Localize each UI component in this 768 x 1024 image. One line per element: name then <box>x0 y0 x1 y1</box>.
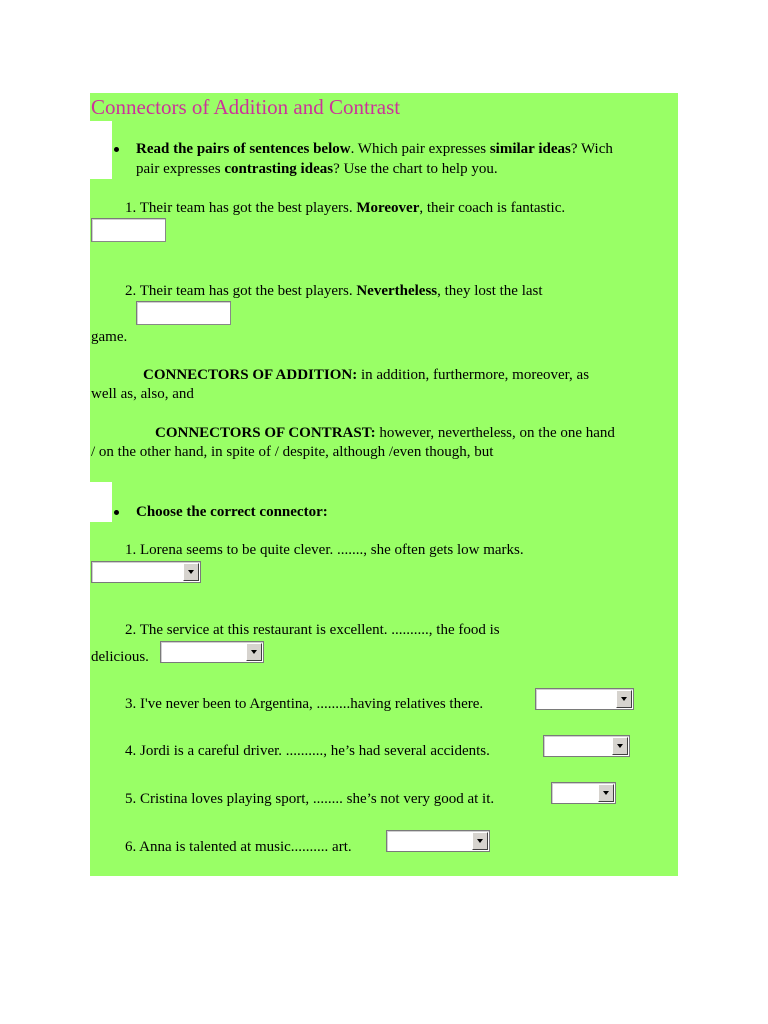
exercise-1-text: 1. Lorena seems to be quite clever. ......., she often gets low marks. <box>125 542 524 558</box>
instruction-text: . Which pair expresses <box>350 141 490 157</box>
pair-1-answer-input[interactable] <box>91 218 166 242</box>
addition-list: in addition, furthermore, moreover, as <box>357 367 590 383</box>
contrast-list: however, nevertheless, on the one hand <box>375 425 615 441</box>
exercise-6-select[interactable] <box>386 830 490 852</box>
exercise-6-text: 6. Anna is talented at music.......... art. <box>125 839 352 855</box>
pair-sentence-2 <box>125 282 543 302</box>
exercise-2-text-line2: delicious. <box>91 649 149 665</box>
addition-connectors-line1 <box>143 366 589 386</box>
instruction-bold: Read the pairs of sentences below <box>136 141 351 157</box>
sentence-text: 1. Their team has got the best players. <box>125 200 357 216</box>
chevron-down-icon[interactable] <box>183 563 199 581</box>
chevron-down-icon[interactable] <box>598 784 614 802</box>
instruction-bold: contrasting ideas <box>224 161 334 177</box>
sentence-text: , their coach is fantastic. <box>419 200 566 216</box>
sentence-text: 2. Their team has got the best players. <box>125 283 357 299</box>
section1-instructions-line2 <box>136 160 498 180</box>
exercise-5-select[interactable] <box>551 782 616 804</box>
section1-instructions-line1 <box>136 140 613 160</box>
bullet-margin-block <box>90 482 112 522</box>
instruction-bold: similar ideas <box>489 141 571 157</box>
exercise-4-text: 4. Jordi is a careful driver. .........., he’s had several accidents. <box>125 743 490 759</box>
instruction-text: ? Wich <box>570 141 613 157</box>
addition-connectors-line2: well as, also, and <box>91 386 194 402</box>
chevron-down-icon[interactable] <box>246 643 262 661</box>
chevron-down-icon[interactable] <box>472 832 488 850</box>
section2-heading <box>136 503 328 523</box>
exercise-5-text: 5. Cristina loves playing sport, ........ she’s not very good at it. <box>125 791 495 807</box>
section2-heading-text: Choose the correct connector: <box>136 504 328 520</box>
exercise-1-select[interactable] <box>91 561 201 583</box>
contrast-label: CONNECTORS OF CONTRAST: <box>155 425 376 441</box>
exercise-2-text-line1: 2. The service at this restaurant is excellent. .........., the food is <box>125 622 500 638</box>
pair-sentence-2-continuation: game. <box>91 329 128 345</box>
exercise-3-select[interactable] <box>535 688 634 710</box>
exercise-2-select[interactable] <box>160 641 264 663</box>
instruction-text: ? Use the chart to help you. <box>333 161 498 177</box>
bullet-margin-block <box>90 121 112 179</box>
instruction-text: pair expresses <box>136 161 225 177</box>
pair-sentence-1 <box>125 199 565 219</box>
connector-bold: Nevertheless <box>356 283 438 299</box>
contrast-connectors-line1 <box>155 424 615 444</box>
bullet-icon <box>114 510 119 515</box>
exercise-4-select[interactable] <box>543 735 630 757</box>
chevron-down-icon[interactable] <box>616 690 632 708</box>
connector-bold: Moreover <box>356 200 420 216</box>
addition-label: CONNECTORS OF ADDITION: <box>143 367 358 383</box>
exercise-3-text: 3. I've never been to Argentina, .........having relatives there. <box>125 696 484 712</box>
bullet-icon <box>114 147 119 152</box>
page-title: Connectors of Addition and Contrast <box>91 95 401 119</box>
pair-2-answer-input[interactable] <box>136 301 231 325</box>
chevron-down-icon[interactable] <box>612 737 628 755</box>
sentence-text: , they lost the last <box>437 283 543 299</box>
contrast-connectors-line2: / on the other hand, in spite of / despite, although /even though, but <box>91 444 494 460</box>
